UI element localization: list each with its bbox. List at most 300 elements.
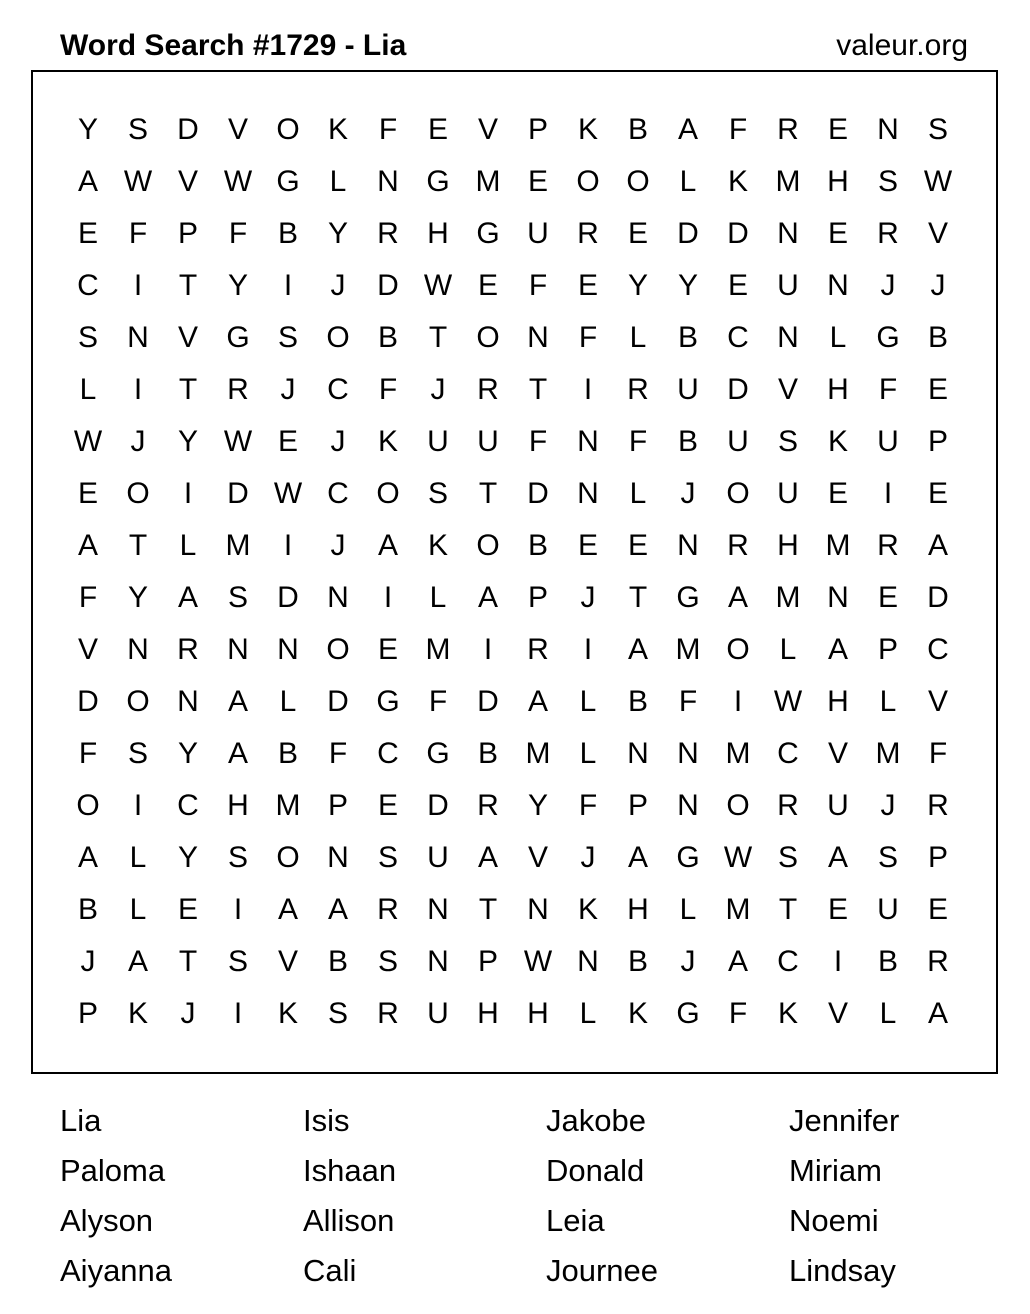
grid-letter: I — [383, 581, 393, 614]
grid-letter: R — [727, 529, 749, 562]
grid-letter: A — [727, 581, 748, 614]
grid-letter: Y — [127, 581, 148, 614]
grid-letter: I — [133, 269, 143, 302]
grid-letter: C — [377, 737, 399, 770]
grid-letter: B — [277, 217, 298, 250]
grid-letter: C — [327, 477, 349, 510]
grid-letter: S — [377, 841, 398, 874]
grid-letter: E — [177, 893, 198, 926]
grid-letter: R — [927, 789, 949, 822]
word-list-item: Journee — [546, 1253, 659, 1288]
grid-letter: B — [477, 737, 498, 770]
grid-letter: B — [377, 321, 398, 354]
grid-letter: V — [927, 685, 948, 718]
grid-letter: U — [877, 425, 899, 458]
grid-letter: B — [877, 945, 898, 978]
grid-letter: A — [477, 581, 498, 614]
grid-letter: E — [627, 217, 648, 250]
grid-letter: H — [627, 893, 649, 926]
grid-letter: L — [679, 893, 697, 926]
grid-letter: T — [528, 373, 548, 406]
grid-letter: A — [377, 529, 398, 562]
grid-letter: N — [427, 945, 449, 978]
grid-letter: R — [777, 789, 799, 822]
grid-letter: V — [827, 737, 848, 770]
grid-letter: M — [275, 789, 301, 822]
grid-letter: A — [77, 165, 98, 198]
grid-letter: M — [225, 529, 251, 562]
grid-letter: H — [477, 997, 499, 1030]
grid-letter: C — [727, 321, 749, 354]
grid-letter: N — [677, 737, 699, 770]
grid-letter: E — [927, 373, 948, 406]
grid-letter: I — [483, 633, 493, 666]
grid-letter: J — [180, 997, 196, 1030]
grid-letter: K — [827, 425, 848, 458]
word-list-item: Lindsay — [789, 1253, 896, 1288]
grid-letter: C — [177, 789, 199, 822]
grid-letter: B — [327, 945, 348, 978]
grid-letter: D — [327, 685, 349, 718]
grid-letter: Y — [677, 269, 698, 302]
grid-letter: R — [227, 373, 249, 406]
grid-letter: O — [326, 633, 350, 666]
grid-letter: L — [79, 373, 97, 406]
grid-letter: G — [376, 685, 400, 718]
grid-letter: P — [77, 997, 98, 1030]
grid-letter: I — [283, 269, 293, 302]
grid-letter: C — [777, 737, 799, 770]
grid-letter: V — [477, 113, 498, 146]
grid-letter: F — [378, 113, 398, 146]
grid-letter: N — [827, 269, 849, 302]
grid-letter: J — [580, 581, 596, 614]
grid-letter: T — [478, 477, 498, 510]
grid-letter: W — [773, 685, 803, 718]
grid-letter: N — [527, 893, 549, 926]
grid-letter: D — [227, 477, 249, 510]
grid-letter: S — [377, 945, 398, 978]
grid-letter: T — [478, 893, 498, 926]
grid-letter: U — [777, 269, 799, 302]
word-list-item: Isis — [303, 1103, 350, 1138]
grid-letter: F — [328, 737, 348, 770]
grid-letter: T — [178, 269, 198, 302]
grid-letter: A — [227, 737, 248, 770]
grid-letter: N — [277, 633, 299, 666]
grid-letter: I — [183, 477, 193, 510]
grid-letter: J — [430, 373, 446, 406]
grid-letter: K — [627, 997, 648, 1030]
grid-letter: M — [775, 581, 801, 614]
grid-letter: A — [127, 945, 148, 978]
grid-letter: R — [477, 373, 499, 406]
grid-letter: L — [129, 841, 147, 874]
grid-letter: L — [429, 581, 447, 614]
grid-letter: W — [723, 841, 753, 874]
grid-letter: U — [527, 217, 549, 250]
word-list-item: Jennifer — [789, 1103, 900, 1138]
grid-letter: J — [680, 945, 696, 978]
grid-letter: N — [677, 529, 699, 562]
grid-letter: G — [676, 997, 700, 1030]
grid-letter: N — [127, 633, 149, 666]
word-list-item: Lia — [60, 1103, 102, 1138]
grid-letter: O — [126, 685, 150, 718]
grid-letter: O — [276, 113, 300, 146]
grid-letter: B — [627, 685, 648, 718]
grid-letter: K — [427, 529, 448, 562]
grid-letter: J — [130, 425, 146, 458]
grid-letter: F — [378, 373, 398, 406]
grid-letter: T — [178, 373, 198, 406]
grid-letter: P — [527, 113, 548, 146]
word-list — [60, 1096, 1030, 1296]
grid-letter: T — [178, 945, 198, 978]
grid-letter: F — [728, 997, 748, 1030]
grid-letter: P — [927, 841, 948, 874]
grid-letter: J — [580, 841, 596, 874]
grid-letter: T — [778, 893, 798, 926]
grid-letter: T — [628, 581, 648, 614]
grid-letter: E — [277, 425, 298, 458]
grid-letter: R — [377, 217, 399, 250]
grid-letter: E — [77, 217, 98, 250]
grid-letter: N — [877, 113, 899, 146]
grid-letter: P — [877, 633, 898, 666]
grid-letter: W — [223, 165, 253, 198]
grid-letter: D — [177, 113, 199, 146]
grid-letter: S — [427, 477, 448, 510]
grid-letter: F — [428, 685, 448, 718]
grid-letter: O — [476, 321, 500, 354]
grid-letter: V — [277, 945, 298, 978]
grid-letter: K — [777, 997, 798, 1030]
grid-letter: A — [627, 633, 648, 666]
grid-letter: A — [627, 841, 648, 874]
grid-letter: S — [877, 165, 898, 198]
grid-letter: G — [876, 321, 900, 354]
grid-letter: C — [327, 373, 349, 406]
grid-letter: J — [80, 945, 96, 978]
grid-letter: D — [377, 269, 399, 302]
grid-letter: L — [829, 321, 847, 354]
grid-letter: Y — [327, 217, 348, 250]
grid-letter: F — [128, 217, 148, 250]
grid-letter: H — [527, 997, 549, 1030]
grid-letter: N — [527, 321, 549, 354]
grid-letter: F — [928, 737, 948, 770]
grid-letter: J — [330, 269, 346, 302]
grid-letter: S — [777, 425, 798, 458]
grid-letter: B — [277, 737, 298, 770]
grid-letter: P — [927, 425, 948, 458]
grid-letter: N — [177, 685, 199, 718]
grid-letter: U — [727, 425, 749, 458]
grid-letter: D — [477, 685, 499, 718]
grid-letter: I — [233, 893, 243, 926]
grid-letter: G — [426, 165, 450, 198]
grid-letter: D — [427, 789, 449, 822]
grid-letter: O — [326, 321, 350, 354]
grid-letter: V — [77, 633, 98, 666]
grid-letter: K — [727, 165, 748, 198]
grid-letter: L — [629, 321, 647, 354]
grid-letter: W — [273, 477, 303, 510]
grid-letter: N — [777, 321, 799, 354]
grid-letter: N — [577, 425, 599, 458]
grid-letter: K — [577, 113, 598, 146]
grid-letter: D — [527, 477, 549, 510]
word-list-item: Noemi — [789, 1203, 879, 1238]
grid-letter: T — [428, 321, 448, 354]
grid-letter: P — [627, 789, 648, 822]
grid-letter: N — [577, 945, 599, 978]
grid-letter: M — [725, 893, 751, 926]
grid-letter: H — [827, 165, 849, 198]
word-list-item: Allison — [303, 1203, 395, 1238]
grid-letter: G — [676, 841, 700, 874]
grid-letter: I — [133, 373, 143, 406]
grid-letter: D — [927, 581, 949, 614]
grid-letter: M — [725, 737, 751, 770]
grid-letter: R — [577, 217, 599, 250]
grid-letter: S — [127, 737, 148, 770]
grid-letter: N — [627, 737, 649, 770]
grid-letter: M — [825, 529, 851, 562]
grid-letter: E — [477, 269, 498, 302]
grid-letter: A — [227, 685, 248, 718]
grid-letter: Y — [177, 841, 198, 874]
grid-letter: F — [678, 685, 698, 718]
grid-letter: Y — [177, 737, 198, 770]
grid-letter: S — [927, 113, 948, 146]
grid-letter: G — [426, 737, 450, 770]
grid-letter: C — [77, 269, 99, 302]
grid-letter: G — [226, 321, 250, 354]
grid-letter: K — [377, 425, 398, 458]
grid-letter: A — [527, 685, 548, 718]
grid-letter: P — [177, 217, 198, 250]
grid-letter: U — [827, 789, 849, 822]
word-list-item: Donald — [546, 1153, 645, 1188]
grid-letter: L — [629, 477, 647, 510]
grid-letter: J — [280, 373, 296, 406]
grid-letter: L — [879, 685, 897, 718]
grid-letter: K — [327, 113, 348, 146]
grid-letter: L — [879, 997, 897, 1030]
grid-letter: R — [527, 633, 549, 666]
grid-letter: P — [527, 581, 548, 614]
word-list-item: Jakobe — [546, 1103, 646, 1138]
grid-letter: I — [133, 789, 143, 822]
grid-letter: C — [927, 633, 949, 666]
grid-letter: E — [827, 113, 848, 146]
grid-letter: M — [525, 737, 551, 770]
grid-letter: E — [427, 113, 448, 146]
grid-letter: J — [880, 789, 896, 822]
grid-letter: V — [927, 217, 948, 250]
grid-letter: I — [883, 477, 893, 510]
grid-letter: J — [930, 269, 946, 302]
grid-letter: W — [423, 269, 453, 302]
grid-letter: U — [477, 425, 499, 458]
word-list-item: Ishaan — [303, 1153, 397, 1188]
grid-letter: V — [177, 321, 198, 354]
grid-letter: A — [77, 841, 98, 874]
grid-letter: Y — [177, 425, 198, 458]
word-list-item: Leia — [546, 1203, 605, 1238]
grid-letter: R — [877, 529, 899, 562]
grid-letter: W — [523, 945, 553, 978]
grid-letter: I — [283, 529, 293, 562]
grid-letter: F — [578, 321, 598, 354]
word-list-item: Miriam — [789, 1153, 882, 1188]
grid-letter: E — [827, 893, 848, 926]
grid-letter: E — [927, 893, 948, 926]
grid-letter: G — [276, 165, 300, 198]
grid-letter: S — [877, 841, 898, 874]
grid-letter: A — [927, 529, 948, 562]
grid-letter: E — [577, 529, 598, 562]
grid-letter: L — [129, 893, 147, 926]
grid-letter: U — [427, 841, 449, 874]
grid-letter: U — [427, 425, 449, 458]
grid-letter: E — [827, 217, 848, 250]
grid-letter: I — [833, 945, 843, 978]
grid-letter: R — [927, 945, 949, 978]
grid-letter: M — [675, 633, 701, 666]
grid-letter: D — [677, 217, 699, 250]
grid-letter: E — [377, 633, 398, 666]
grid-letter: F — [628, 425, 648, 458]
grid-letter: R — [777, 113, 799, 146]
grid-letter: A — [77, 529, 98, 562]
grid-letter: E — [77, 477, 98, 510]
grid-letter: P — [477, 945, 498, 978]
grid-letter: O — [76, 789, 100, 822]
grid-letter: M — [875, 737, 901, 770]
grid-letter: E — [627, 529, 648, 562]
grid-letter: H — [827, 373, 849, 406]
word-list-item: Aiyanna — [60, 1253, 173, 1288]
grid-letter: E — [927, 477, 948, 510]
grid-letter: M — [425, 633, 451, 666]
grid-letter: R — [627, 373, 649, 406]
grid-letter: O — [576, 165, 600, 198]
grid-letter: P — [327, 789, 348, 822]
grid-letter: U — [877, 893, 899, 926]
grid-letter: S — [327, 997, 348, 1030]
grid-letter: H — [777, 529, 799, 562]
grid-letter: H — [427, 217, 449, 250]
grid-letter: Y — [627, 269, 648, 302]
grid-letter: A — [677, 113, 698, 146]
grid-letter: O — [126, 477, 150, 510]
grid-letter: N — [327, 841, 349, 874]
grid-letter: L — [329, 165, 347, 198]
grid-letter: O — [476, 529, 500, 562]
grid-letter: F — [78, 581, 98, 614]
grid-letter: M — [475, 165, 501, 198]
grid-letter: G — [476, 217, 500, 250]
grid-letter: A — [827, 633, 848, 666]
grid-letter: V — [777, 373, 798, 406]
grid-letter: L — [579, 685, 597, 718]
grid-letter: A — [827, 841, 848, 874]
grid-letter: L — [679, 165, 697, 198]
grid-letter: E — [577, 269, 598, 302]
grid-letter: V — [227, 113, 248, 146]
grid-letter: N — [427, 893, 449, 926]
grid-letter: S — [777, 841, 798, 874]
grid-letter: J — [330, 425, 346, 458]
grid-letter: U — [777, 477, 799, 510]
grid-letter: B — [927, 321, 948, 354]
grid-letter: N — [577, 477, 599, 510]
grid-letter: A — [177, 581, 198, 614]
grid-letter: W — [123, 165, 153, 198]
grid-letter: I — [583, 633, 593, 666]
grid-letter: S — [127, 113, 148, 146]
grid-letter: N — [377, 165, 399, 198]
grid-letter: O — [726, 789, 750, 822]
grid-letter: F — [528, 269, 548, 302]
grid-letter: C — [777, 945, 799, 978]
grid-letter: R — [377, 997, 399, 1030]
grid-letter: B — [527, 529, 548, 562]
grid-letter: I — [583, 373, 593, 406]
grid-letter: L — [579, 737, 597, 770]
grid-letter: W — [73, 425, 103, 458]
grid-letter: D — [277, 581, 299, 614]
grid-letter: F — [78, 737, 98, 770]
grid-letter: H — [827, 685, 849, 718]
grid-letter: A — [927, 997, 948, 1030]
grid-letter: G — [676, 581, 700, 614]
grid-letter: F — [228, 217, 248, 250]
grid-letter: A — [477, 841, 498, 874]
grid-letter: S — [227, 581, 248, 614]
grid-letter: S — [227, 841, 248, 874]
grid-letter: N — [327, 581, 349, 614]
grid-letter: F — [878, 373, 898, 406]
grid-letter: L — [279, 685, 297, 718]
grid-letter: E — [727, 269, 748, 302]
grid-letter: B — [677, 425, 698, 458]
grid-letter: E — [877, 581, 898, 614]
grid-letter: N — [227, 633, 249, 666]
grid-letter: B — [77, 893, 98, 926]
grid-letter: K — [577, 893, 598, 926]
grid-letter: R — [177, 633, 199, 666]
grid-letter: W — [923, 165, 953, 198]
letter-grid — [63, 104, 963, 1040]
grid-letter: N — [677, 789, 699, 822]
grid-letter: R — [377, 893, 399, 926]
grid-letter: M — [775, 165, 801, 198]
grid-letter: E — [377, 789, 398, 822]
grid-letter: L — [579, 997, 597, 1030]
grid-letter: S — [277, 321, 298, 354]
grid-letter: J — [330, 529, 346, 562]
grid-letter: O — [376, 477, 400, 510]
grid-letter: O — [626, 165, 650, 198]
grid-letter: N — [777, 217, 799, 250]
grid-letter: A — [277, 893, 298, 926]
site-name: valeur.org — [836, 29, 968, 62]
grid-letter: S — [227, 945, 248, 978]
